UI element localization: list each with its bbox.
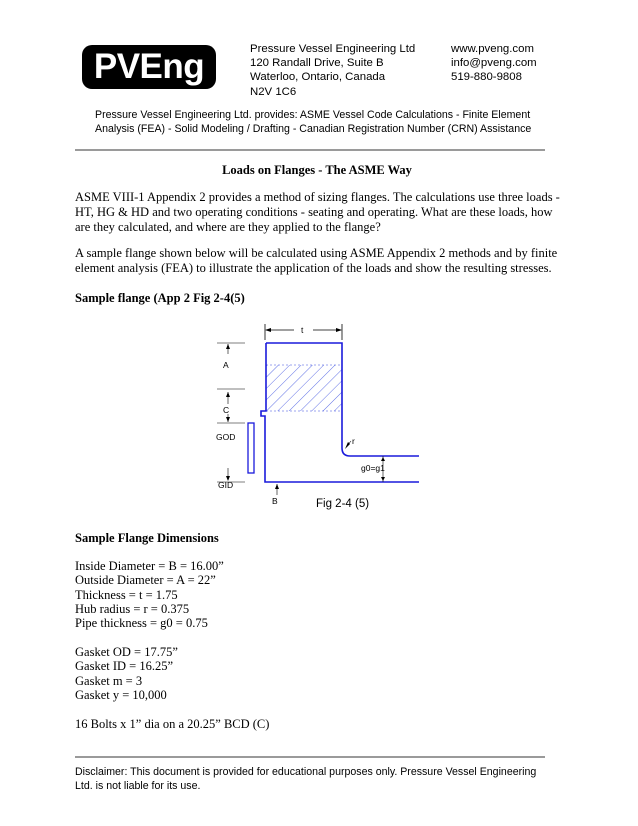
label-t: t xyxy=(301,325,304,335)
bolt-spec: 16 Bolts x 1” dia on a 20.25” BCD (C) xyxy=(75,717,270,731)
dimension-inside-diameter: Inside Diameter = B = 16.00” xyxy=(75,559,224,573)
address-line: 120 Randall Drive, Suite B xyxy=(250,57,384,70)
bolt-dimensions xyxy=(75,717,269,731)
label-GOD: GOD xyxy=(216,432,236,442)
company-address xyxy=(250,42,415,99)
address-line: Waterloo, Ontario, Canada xyxy=(250,71,386,84)
document-title: Loads on Flanges - The ASME Way xyxy=(222,163,412,177)
dimension-thickness: Thickness = t = 1.75 xyxy=(75,587,178,602)
gasket-y: Gasket y = 10,000 xyxy=(75,687,167,702)
flange-dimensions-list xyxy=(75,559,224,630)
phone-number: 519-880-9808 xyxy=(451,71,522,84)
gasket-dimensions-list xyxy=(75,645,178,702)
services-line: Pressure Vessel Engineering Ltd. provides: ASME Vessel Code Calculations - Finite Element Analysis (FEA) - Solid Modeling / Drafting - Canadian Registration Number (CRN) Assistance xyxy=(95,109,532,135)
paragraph-sample: A sample flange shown below will be calculated using ASME Appendix 2 methods and by finite element analysis (FEA) to illustrate the application of the loads and show the resulting stresses. xyxy=(75,246,558,275)
email-link[interactable]: info@pveng.com xyxy=(451,57,537,70)
gasket-od: Gasket OD = 17.75” xyxy=(75,645,178,659)
contact-info xyxy=(451,42,537,85)
disclaimer-text: Disclaimer: This document is provided for educational purposes only. Pressure Vessel Engineering Ltd. is not liable for its use. xyxy=(75,766,537,792)
company-name: Pressure Vessel Engineering Ltd xyxy=(250,43,416,55)
label-GID: GID xyxy=(218,480,234,490)
sample-flange-heading: Sample flange (App 2 Fig 2-4(5) xyxy=(75,291,245,305)
label-A: A xyxy=(223,360,229,370)
paragraph-intro: ASME VIII-1 Appendix 2 provides a method of sizing flanges. The calculations use three loads - HT, HG & HD and two operating conditions - seating and operating. What are these loads, how are they calculated, and where are they applied to the flange? xyxy=(75,190,560,234)
pveng-logo: PVEng xyxy=(82,45,216,89)
gasket-id: Gasket ID = 16.25” xyxy=(75,659,173,674)
website-link[interactable]: www.pveng.com xyxy=(451,43,534,55)
dimension-hub-radius: Hub radius = r = 0.375 xyxy=(75,601,190,616)
label-C: C xyxy=(223,405,230,415)
flange-outline xyxy=(261,343,419,482)
footer-divider xyxy=(75,756,545,758)
left-dimension-marks xyxy=(217,343,245,482)
header-divider xyxy=(75,149,545,151)
label-B: B xyxy=(272,496,278,506)
gasket-shape xyxy=(248,423,254,473)
figure-caption: Fig 2-4 (5) xyxy=(316,498,370,510)
postal-code: N2V 1C6 xyxy=(250,85,297,98)
dimensions-heading: Sample Flange Dimensions xyxy=(75,531,219,545)
gasket-hatch-area xyxy=(266,365,342,411)
dimension-pipe-thickness: Pipe thickness = g0 = 0.75 xyxy=(75,616,208,631)
label-g0-g1: g0=g1 xyxy=(361,463,385,473)
thickness-dimension xyxy=(265,324,342,340)
label-r: r xyxy=(352,436,355,446)
gasket-m: Gasket m = 3 xyxy=(75,673,143,688)
flange-diagram xyxy=(210,320,430,520)
dimension-outside-diameter: Outside Diameter = A = 22” xyxy=(75,573,216,588)
